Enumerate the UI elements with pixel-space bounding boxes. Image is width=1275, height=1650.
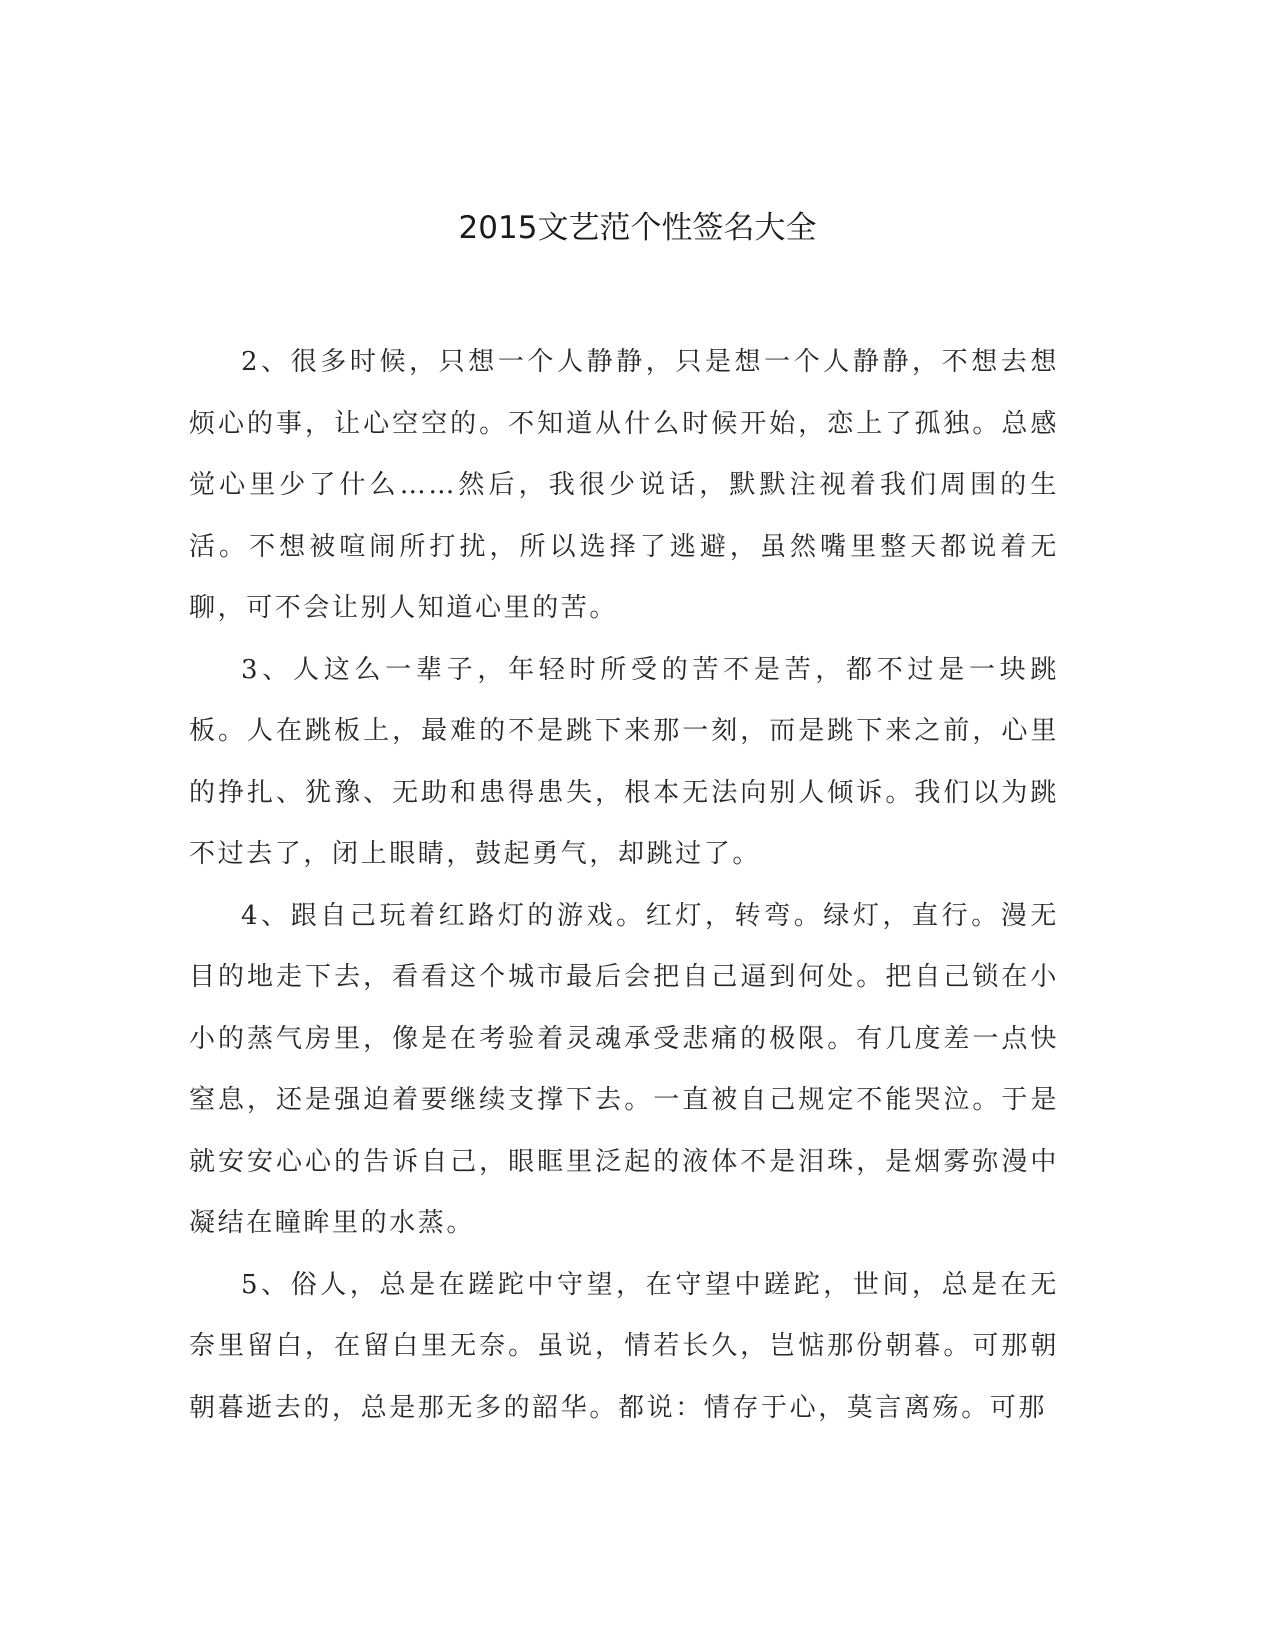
paragraph-5: 5、俗人，总是在蹉跎中守望，在守望中蹉跎，世间，总是在无奈里留白，在留白里无奈。虽说，情若长久，岂惦那份朝暮。可那朝朝暮逝去的，总是那无多的韶华。都说：情存于心，莫言离殇。可那 [189,1269,1059,1423]
page-title: 2015文艺范个性签名大全 [458,210,817,246]
document-body [189,332,1059,1439]
paragraph-3: 3、人这么一辈子，年轻时所受的苦不是苦，都不过是一块跳板。人在跳板上，最难的不是跳下来那一刻，而是跳下来之前，心里的挣扎、犹豫、无助和患得患失，根本无法向别人倾诉。我们以为跳不过去了，闭上眼睛，鼓起勇气，却跳过了。 [189,654,1059,869]
paragraph-2: 2、很多时候，只想一个人静静，只是想一个人静静，不想去想烦心的事，让心空空的。不知道从什么时候开始，恋上了孤独。总感觉心里少了什么……然后，我很少说话，默默注视着我们周围的生活。不想被喧闹所打扰，所以选择了逃避，虽然嘴里整天都说着无聊，可不会让别人知道心里的苦。 [189,347,1059,623]
paragraph-4: 4、跟自己玩着红路灯的游戏。红灯，转弯。绿灯，直行。漫无目的地走下去，看看这个城市最后会把自己逼到何处。把自己锁在小小的蒸气房里，像是在考验着灵魂承受悲痛的极限。有几度差一点快窒息，还是强迫着要继续支撑下去。一直被自己规定不能哭泣。于是就安安心心的告诉自己，眼眶里泛起的液体不是泪珠，是烟雾弥漫中凝结在瞳眸里的水蒸。 [189,900,1059,1238]
